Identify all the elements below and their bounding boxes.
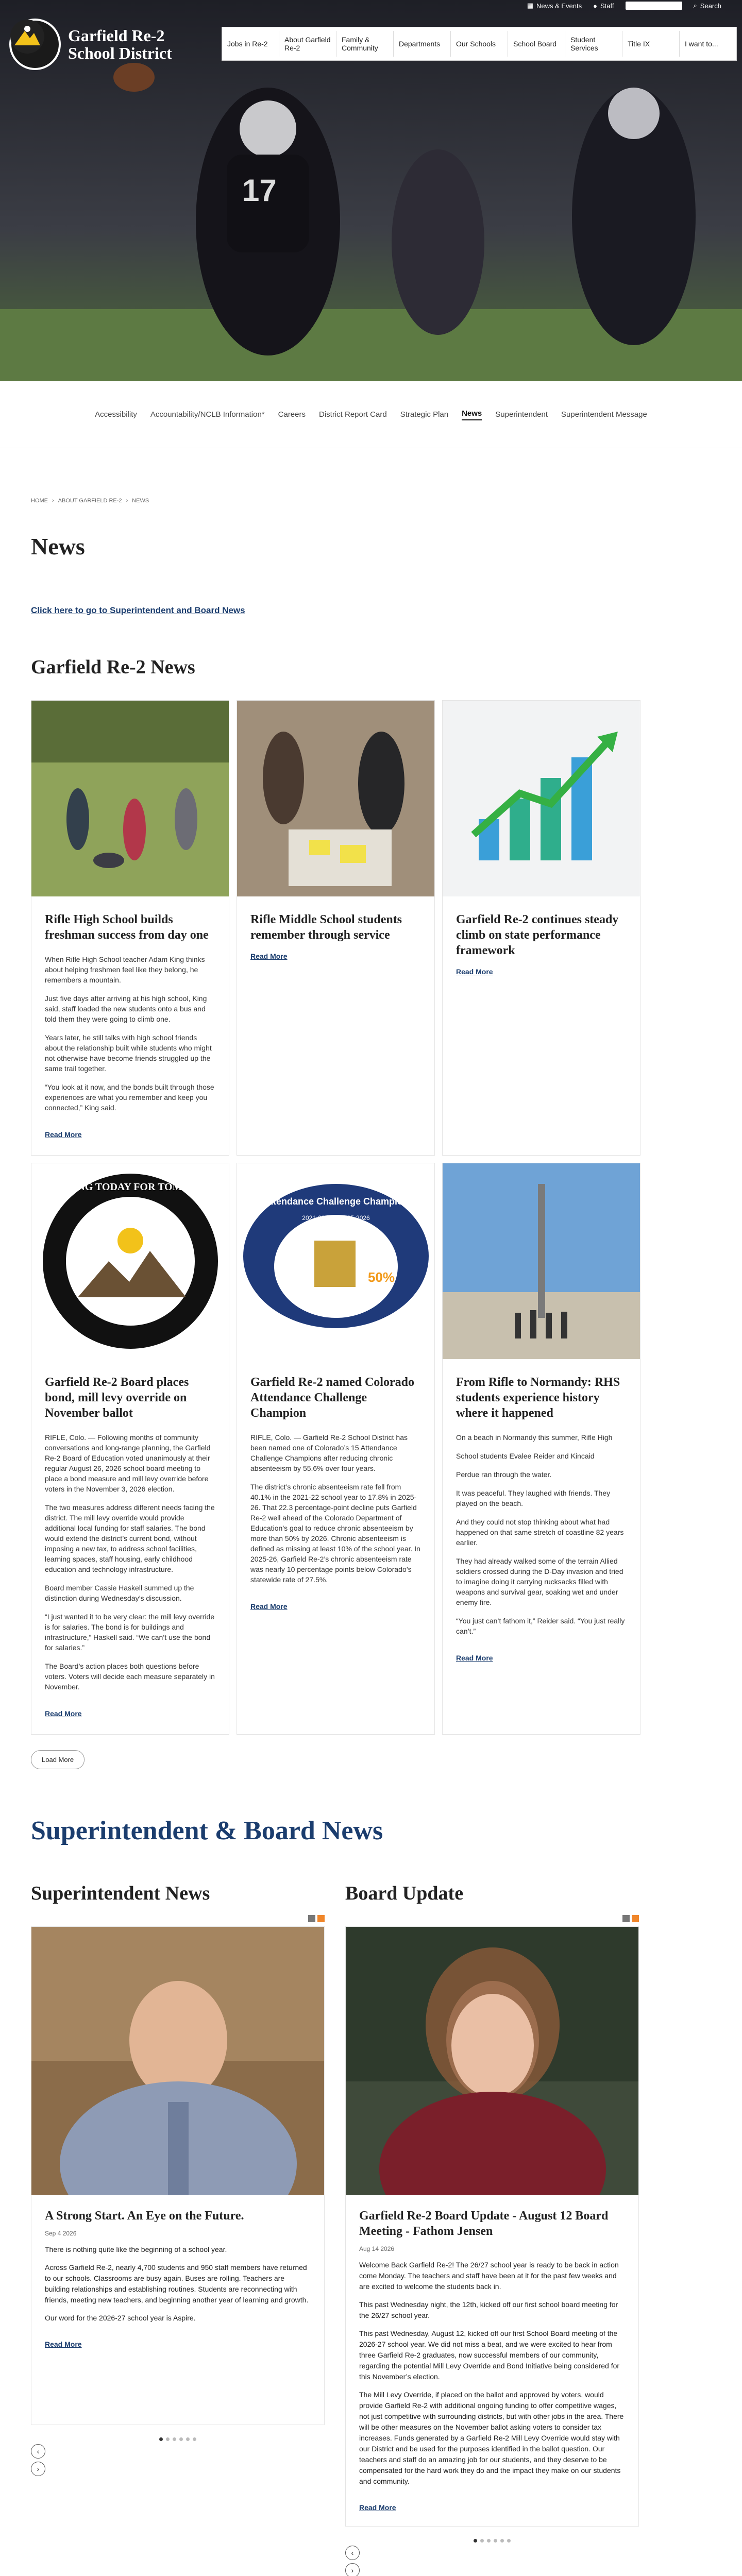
load-more-button[interactable]: Load More — [31, 1750, 85, 1769]
subnav-superintendent[interactable]: Superintendent — [495, 410, 548, 419]
read-more-link[interactable]: Read More — [45, 2340, 82, 2348]
news-card — [442, 1163, 640, 1735]
school-name: Garfield Re-2 School District — [68, 26, 172, 62]
carousel-dot[interactable] — [507, 2539, 511, 2543]
nav-i-want-to[interactable]: I want to... — [685, 40, 718, 48]
carousel-dots — [345, 2539, 639, 2543]
news-paragraph: The district’s chronic absenteeism rate fell from 40.1% in the 2021-22 school year to 17.8% in 2025-26. That 22.3 percentage-point decline puts Garfield Re-2 well ahead of the Colorado Department of Education’s goal to reduce chronic absenteeism by more than 50% by 2026. Chronic absenteeism is defined as missing at least 10% of the school year. In 2025-26, Garfield Re-2’s chronic absenteeism rate was nearly 10 percentage points below Colorado’s statewide rate of 27.5%. — [250, 1483, 420, 1584]
news-paragraph: They had already walked some of the terrain Allied soldiers crossed during the D-Day invasion and tried to imagine doing it carrying rucksacks filled with weapons and survival gear, soaking wet and under enemy fire. — [456, 1557, 623, 1606]
carousel-arrows — [345, 2546, 639, 2576]
superintendent-title[interactable]: A Strong Start. An Eye on the Future. — [45, 2209, 244, 2223]
nav-student-services[interactable]: Student Services — [565, 31, 622, 57]
subnav-superintendent-message[interactable]: Superintendent Message — [561, 410, 647, 419]
award-years: 2021-2022 to 2025-2026 — [302, 1214, 370, 1222]
read-more-link[interactable]: Read More — [45, 1709, 82, 1718]
news-paragraph: “You look at it now, and the bonds built through those experiences are what you remember and keep you connected,” King said. — [45, 1083, 214, 1112]
rss-icon[interactable] — [317, 1915, 325, 1922]
news-paragraph: It was peaceful. They laughed with friends. They played on the beach. — [456, 1489, 611, 1507]
news-title[interactable]: Garfield Re-2 continues steady climb on state performance framework — [456, 913, 619, 957]
subnav-strategic-plan[interactable]: Strategic Plan — [400, 410, 449, 419]
news-excerpt — [250, 1432, 421, 1585]
news-image[interactable] — [443, 701, 640, 896]
hero-image — [0, 0, 742, 381]
board-news-link[interactable]: Click here to go to Superintendent and Board News — [31, 605, 245, 615]
prev-arrow-icon[interactable]: ‹ — [31, 2444, 45, 2459]
news-events-link[interactable] — [527, 2, 582, 10]
breadcrumb-sep: › — [52, 498, 54, 504]
rss-icon[interactable] — [308, 1915, 315, 1922]
search-label: Search — [700, 2, 721, 10]
nav-schools[interactable]: Our Schools — [451, 31, 508, 57]
news-title[interactable]: Rifle Middle School students remember through service — [250, 913, 402, 942]
news-paragraph: “You just can’t fathom it,” Reider said. “You just really can’t.” — [456, 1617, 625, 1635]
svg-text:17: 17 — [242, 173, 277, 208]
nav-about[interactable]: About Garfield Re-2 — [279, 31, 336, 57]
breadcrumb-about[interactable]: ABOUT GARFIELD RE-2 — [58, 498, 122, 504]
carousel-dot[interactable] — [480, 2539, 484, 2543]
news-title[interactable]: Rifle High School builds freshman success from day one — [45, 913, 209, 942]
carousel-dot[interactable] — [193, 2437, 196, 2441]
sb-section-title: Superintendent & Board News — [31, 1816, 383, 1845]
news-title[interactable]: Garfield Re-2 named Colorado Attendance Challenge Champion — [250, 1376, 414, 1420]
carousel-dot[interactable] — [500, 2539, 504, 2543]
nav-jobs[interactable]: Jobs in Re-2 — [222, 31, 279, 57]
news-image[interactable] — [237, 701, 434, 896]
news-card — [31, 1163, 229, 1735]
post-paragraph: Welcome Back Garfield Re-2! The 26/27 school year is ready to be back in action come Monday. The teachers and staff have been at it for the past few weeks and are excited to welcome the students back in. — [359, 2261, 619, 2291]
news-paragraph: Board member Cassie Haskell summed up the distinction during Wednesday’s discussion. — [45, 1584, 194, 1602]
board-column — [345, 1882, 639, 2576]
subnav-accountability[interactable]: Accountability/NCLB Information* — [150, 410, 265, 419]
post-paragraph: Our word for the 2026-27 school year is Aspire. — [45, 2314, 196, 2322]
news-excerpt — [45, 1432, 215, 1692]
news-paragraph: The Board’s action places both questions before voters. Voters will decide each measure separately in November. — [45, 1662, 215, 1691]
carousel-dot[interactable] — [474, 2539, 477, 2543]
news-card — [31, 700, 229, 1156]
district-logo — [9, 19, 61, 70]
news-paragraph: Years later, he still talks with high school friends about the relationship built while students who might not otherwise have become friends struggled up the same trail together. — [45, 1033, 212, 1073]
superintendent-column — [31, 1882, 325, 2576]
board-excerpt — [359, 2260, 625, 2487]
read-more-link[interactable]: Read More — [456, 1654, 493, 1662]
board-title[interactable]: Garfield Re-2 Board Update - August 12 Board Meeting - Fathom Jensen — [359, 2209, 609, 2238]
carousel-dot[interactable] — [186, 2437, 190, 2441]
person-icon: ● — [593, 2, 597, 10]
news-paragraph: When Rifle High School teacher Adam King thinks about helping freshmen feel like they belong, he remembers a mountain. — [45, 955, 205, 984]
nav-family[interactable]: Family & Community — [336, 31, 394, 57]
news-card — [237, 1163, 435, 1735]
main-nav — [222, 27, 737, 61]
card-spacer — [45, 2349, 311, 2411]
news-excerpt — [45, 954, 215, 1113]
read-more-link[interactable]: Read More — [359, 2503, 396, 2512]
subnav-news[interactable]: News — [462, 409, 482, 420]
search-input[interactable] — [626, 2, 682, 10]
news-excerpt — [456, 1432, 627, 1636]
carousel-dot[interactable] — [487, 2539, 491, 2543]
news-paragraph: On a beach in Normandy this summer, Rifle High — [456, 1433, 613, 1442]
brand[interactable] — [9, 19, 212, 70]
board-photo[interactable] — [346, 1927, 638, 2195]
award-percent: 50% — [367, 1269, 395, 1285]
carousel-dot[interactable] — [159, 2437, 163, 2441]
news-paragraph: Just five days after arriving at his high school, King said, staff loaded the new students onto a bus and told them they were going to climb one. — [45, 994, 207, 1023]
news-card — [442, 700, 640, 1156]
post-paragraph: Across Garfield Re-2, nearly 4,700 students and 950 staff members have returned to our schools. Classrooms are busy again. Buses are rolling. Teachers are building relationships and establishing routines. Students are reconnecting with friends, meeting new teachers, and beginning another year of learning and growth. — [45, 2263, 309, 2304]
news-paragraph: School students Evalee Reider and Kincaid — [456, 1452, 595, 1460]
news-image[interactable] — [31, 701, 229, 896]
subnav-report-card[interactable]: District Report Card — [319, 410, 387, 419]
breadcrumb-home[interactable]: HOME — [31, 498, 48, 504]
carousel-dot[interactable] — [494, 2539, 497, 2543]
staff-link[interactable] — [593, 2, 614, 10]
board-heading: Board Update — [345, 1883, 464, 1904]
news-paragraph: RIFLE, Colo. — Garfield Re-2 School District has been named one of Colorado’s 15 Attendance Challenge Champions after reducing chronic absenteeism by 55.6% over four years. — [250, 1433, 408, 1472]
superintendent-photo[interactable] — [31, 1927, 324, 2195]
news-grid — [31, 700, 711, 1735]
carousel-dot[interactable] — [173, 2437, 176, 2441]
next-arrow-icon[interactable]: › — [31, 2462, 45, 2476]
news-paragraph: And they could not stop thinking about what had happened on that same stretch of coastline 82 years earlier. — [456, 1518, 624, 1547]
subnav-careers[interactable]: Careers — [278, 410, 306, 419]
superintendent-date: Sep 4 2026 — [45, 2230, 77, 2237]
carousel-dot[interactable] — [179, 2437, 183, 2441]
breadcrumb-current: NEWS — [132, 498, 149, 504]
news-section-title: Garfield Re-2 News — [31, 656, 195, 678]
news-title[interactable]: Garfield Re-2 Board places bond, mill levy override on November ballot — [45, 1376, 189, 1420]
board-date: Aug 14 2026 — [359, 2245, 395, 2252]
nav-board[interactable]: School Board — [508, 31, 565, 57]
post-paragraph: There is nothing quite like the beginning of a school year. — [45, 2245, 227, 2253]
news-image[interactable] — [31, 1163, 229, 1359]
news-events-label: News & Events — [536, 2, 582, 10]
superintendent-heading: Superintendent News — [31, 1883, 210, 1904]
carousel-dots — [31, 2437, 325, 2441]
news-paragraph: RIFLE, Colo. — Following months of community conversations and long-range planning, the Garfield Re-2 Board of Education voted unanimously at their regular August 26, 2026 school board meeting to place a bond measure and mill levy override before voters in the November 3, 2026 election. — [45, 1433, 211, 1493]
prev-arrow-icon[interactable]: ‹ — [345, 2546, 360, 2560]
badge-motto: LEARNING TODAY FOR TOMORROW — [37, 1181, 224, 1193]
read-more-link[interactable]: Read More — [45, 1130, 82, 1139]
post-paragraph: This past Wednesday, August 12, kicked off our first School Board meeting of the 2026-27 school year. We did not miss a beat, and we were excited to hear from three Garfield Re-2 graduates, now successful members of our community, regarding the potential Mill Levy Override and Bond Initiative being considered for this November’s election. — [359, 2329, 620, 2381]
news-paragraph: The two measures address different needs facing the district. The mill levy override would provide additional local funding for staff salaries. The bond would extend the district’s current bond, without imposing a new tax, to address school facilities, learning spaces, staff housing, early childhood education and technology infrastructure. — [45, 1503, 215, 1573]
news-image[interactable] — [237, 1163, 434, 1359]
breadcrumb — [31, 498, 711, 504]
sb-columns — [31, 1882, 711, 2576]
superintendent-excerpt — [45, 2244, 311, 2324]
carousel-arrows — [31, 2444, 325, 2476]
news-paragraph: “I just wanted it to be very clear: the mill levy override is for salaries. The bond is for buildings and infrastructure,” Haskell said. “We can’t use the bond for salaries.” — [45, 1613, 215, 1652]
search-button[interactable] — [694, 2, 721, 10]
news-title[interactable]: From Rifle to Normandy: RHS students experience history where it happened — [456, 1376, 620, 1420]
nav-title-ix[interactable]: Title IX — [622, 31, 680, 57]
news-card — [237, 700, 435, 1156]
staff-label: Staff — [600, 2, 614, 10]
read-more-link[interactable]: Read More — [250, 952, 288, 960]
feed-icons — [31, 1915, 325, 1922]
post-paragraph: This past Wednesday night, the 12th, kicked off our first school board meeting for the 26/27 school year. — [359, 2300, 618, 2319]
subnav-accessibility[interactable]: Accessibility — [95, 410, 137, 419]
read-more-link[interactable]: Read More — [250, 1602, 288, 1611]
award-title: Attendance Challenge Champion — [263, 1196, 409, 1207]
carousel-dot[interactable] — [166, 2437, 170, 2441]
rss-icon[interactable] — [632, 1915, 639, 1922]
news-image[interactable] — [443, 1163, 640, 1359]
page-title: News — [31, 533, 85, 560]
nav-departments[interactable]: Departments — [394, 31, 451, 57]
calendar-icon: ▦ — [527, 2, 533, 9]
board-card — [345, 1926, 639, 2527]
search-icon: ⌕ — [693, 2, 697, 9]
superintendent-card — [31, 1926, 325, 2425]
utility-bar — [0, 0, 742, 11]
breadcrumb-sep: › — [126, 498, 128, 504]
rss-icon[interactable] — [622, 1915, 630, 1922]
news-paragraph: Perdue ran through the water. — [456, 1470, 552, 1479]
feed-icons — [345, 1915, 639, 1922]
sub-nav — [0, 381, 742, 448]
read-more-link[interactable]: Read More — [456, 968, 493, 976]
next-arrow-icon[interactable]: › — [345, 2563, 360, 2576]
post-paragraph: The Mill Levy Override, if placed on the ballot and approved by voters, would provide Garfield Re-2 with additional ongoing funding to offer competitive wages, not just competitive with surrounding districts, but with other jobs in the area. There will be other measures on the November ballot asking voters to consider tax increases. Funds generated by a Garfield Re-2 Mill Levy Override would stay with our District and be used for the purposes identified in the ballot question. Our teachers and staff do an amazing job for our students, and they deserve to be compensated for the hard work they do and the impact they make on our students and community. — [359, 2391, 624, 2485]
